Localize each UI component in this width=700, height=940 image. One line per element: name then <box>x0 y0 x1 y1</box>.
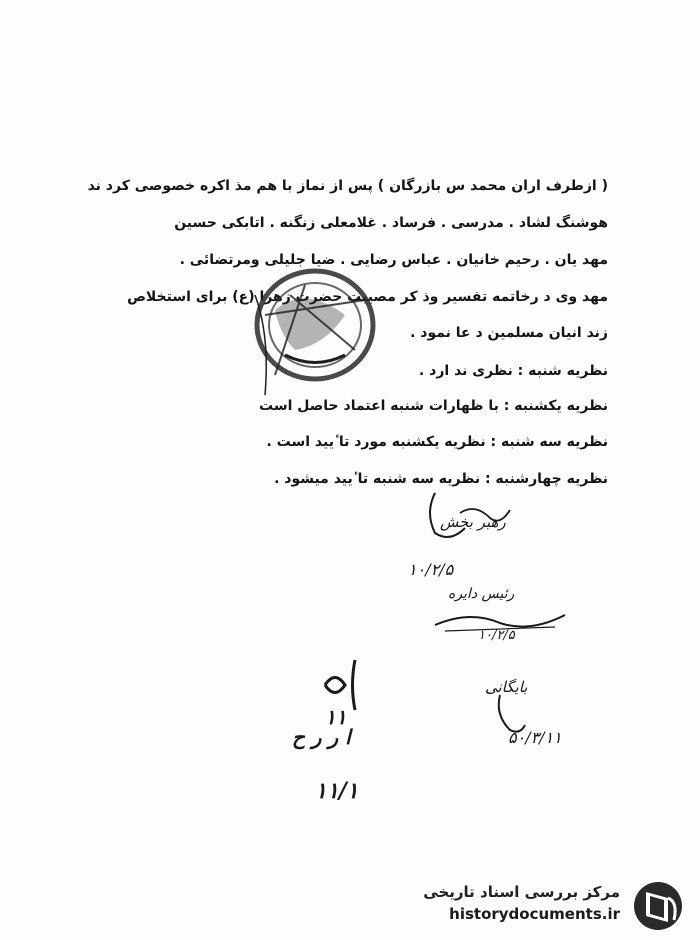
text-line-9: نظریه چهارشنبه : نظریه سه شنبه تا ٔیید میشود . <box>274 471 608 487</box>
document-center-logo-icon <box>628 878 690 934</box>
text-line-8: نظریه سه شنبه : نظریه یکشنبه مورد تا ٔیید است . <box>266 434 608 450</box>
margin-note-1: ۱۱ <box>325 705 347 729</box>
handwritten-date-3: ۵۰/۳/۱۱ <box>508 728 562 747</box>
handwritten-note-3: بایگانی <box>485 678 528 696</box>
handwritten-note-1: رهبر بخش <box>440 513 506 531</box>
seal-stamp-icon <box>235 255 385 395</box>
handwritten-note-2: رئیس دایره <box>448 586 515 602</box>
text-line-6: نظریه شنبه : نظری ند ارد . <box>418 363 608 379</box>
margin-note-3: ۱۱/۱ <box>315 778 359 804</box>
text-line-2: هوشنگ لشاد . مدرسی . فرساد . غلامعلی زنگنه . اتابکی حسین <box>174 215 608 231</box>
footer-url: historydocuments.ir <box>449 905 620 923</box>
text-line-4: مهد وی د رخاتمه تفسیر وذ کر مصیبت حضرت زهرا (ع) برای استخلاص <box>127 289 608 305</box>
text-line-1: ( ازطرف اران محمد س بازرگان ) پس از نماز با هم مذ اکره خصوصی کرد ند <box>87 178 608 194</box>
text-line-3: مهد یان . رحیم خانیان . عباس رضایی . ضیا جلیلی ومرتضائی . <box>179 252 608 268</box>
footer-title: مرکز بررسی اسناد تاریخی <box>423 883 620 901</box>
text-line-7: نظریه یکشنبه : با ظهارات شنبه اعتماد حاصل است <box>259 398 608 414</box>
handwritten-date-2: ۱۰/۲/۵ <box>478 628 515 643</box>
handwritten-date-1: ۱۰/۲/۵ <box>408 560 454 579</box>
text-line-5: زند انیان مسلمین د عا نمود . <box>410 325 608 341</box>
margin-note-2: ا ر ر ح <box>292 725 351 749</box>
